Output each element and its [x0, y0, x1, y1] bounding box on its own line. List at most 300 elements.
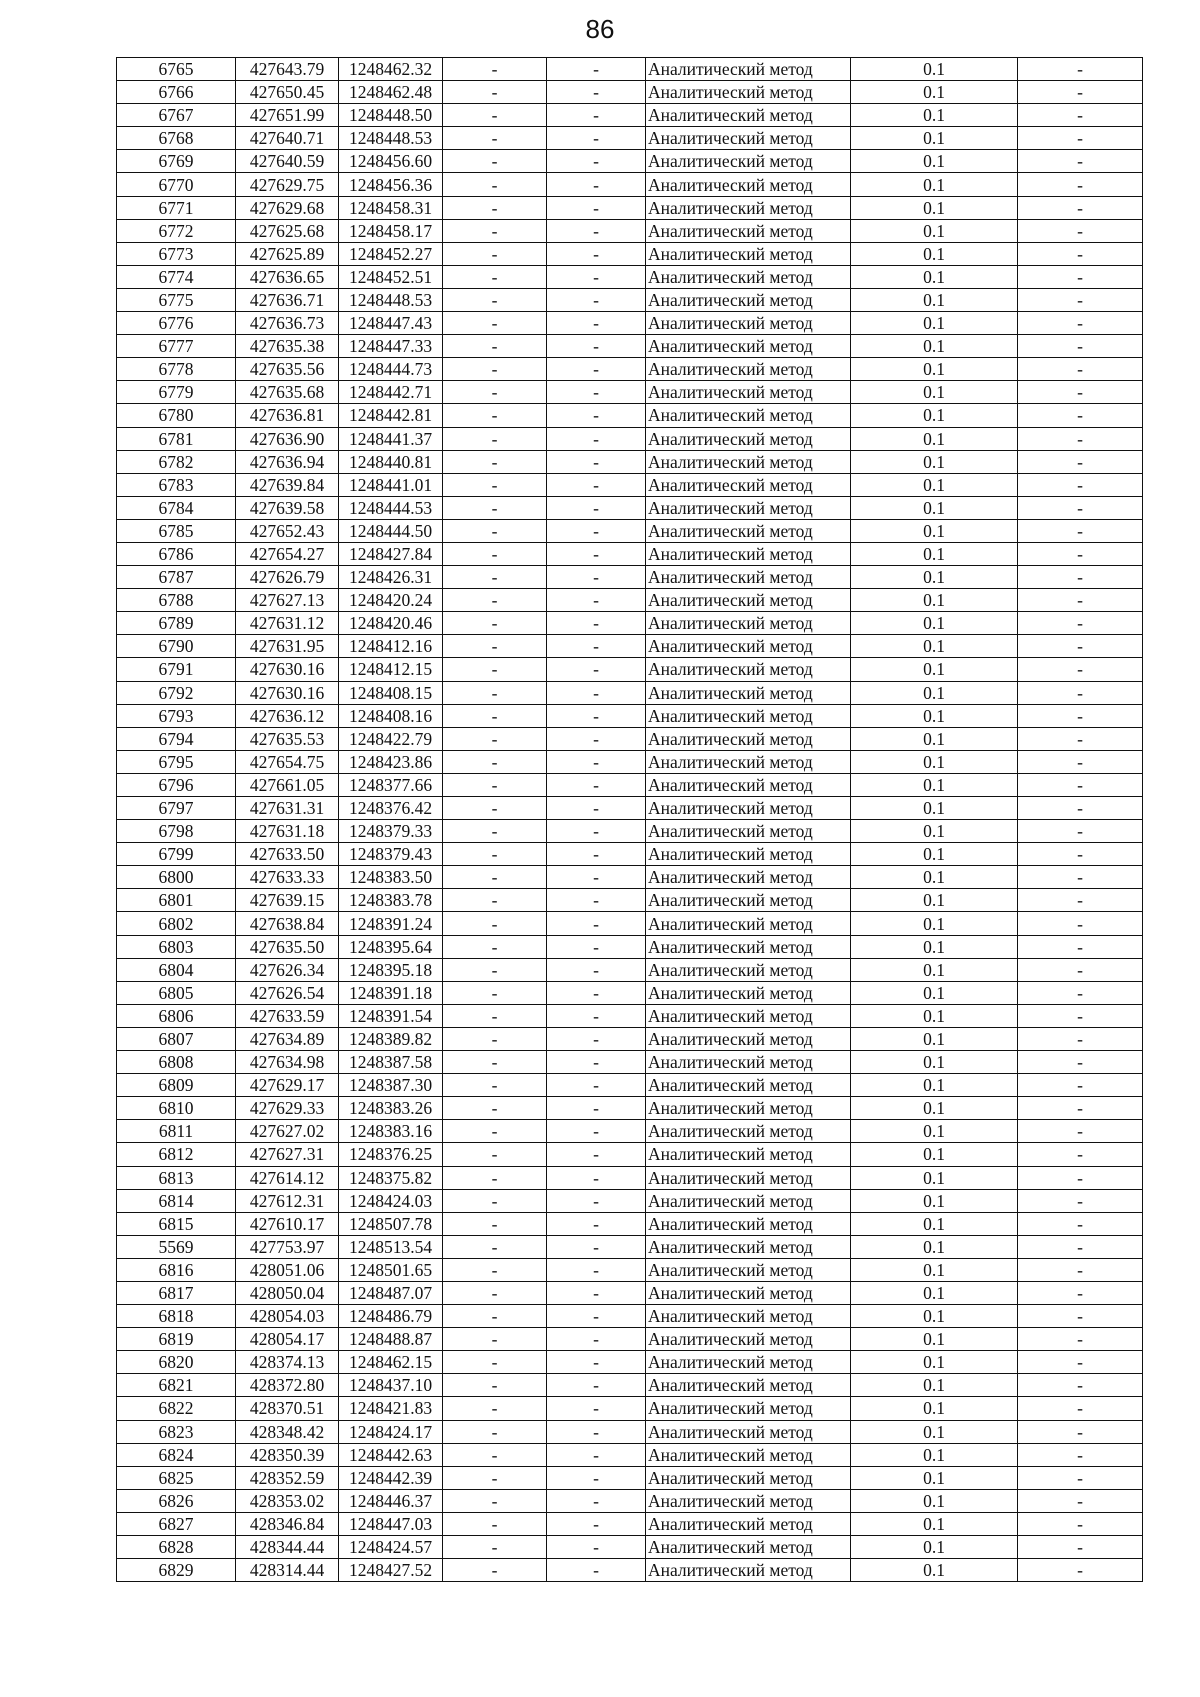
x-coordinate-cell: 427636.94	[236, 450, 339, 473]
dash-cell: -	[1018, 612, 1143, 635]
table-row	[117, 773, 1143, 796]
table-row	[117, 1374, 1143, 1397]
dash-cell: -	[547, 335, 646, 358]
dash-cell: -	[1018, 1536, 1143, 1559]
y-coordinate-cell: 1248458.17	[339, 219, 443, 242]
table-row	[117, 58, 1143, 81]
dash-cell: -	[1018, 1235, 1143, 1258]
dash-cell: -	[1018, 1051, 1143, 1074]
dash-cell: -	[443, 358, 547, 381]
dash-cell: -	[547, 935, 646, 958]
x-coordinate-cell: 428051.06	[236, 1258, 339, 1281]
x-coordinate-cell: 427627.13	[236, 589, 339, 612]
point-number-cell: 6801	[117, 889, 236, 912]
dash-cell: -	[1018, 1466, 1143, 1489]
dash-cell: -	[547, 196, 646, 219]
dash-cell: -	[443, 912, 547, 935]
dash-cell: -	[1018, 265, 1143, 288]
dash-cell: -	[443, 1281, 547, 1304]
accuracy-cell: 0.1	[851, 681, 1018, 704]
x-coordinate-cell: 427631.95	[236, 635, 339, 658]
accuracy-cell: 0.1	[851, 1166, 1018, 1189]
method-cell: Аналитический метод	[646, 496, 851, 519]
point-number-cell: 6768	[117, 127, 236, 150]
point-number-cell: 6781	[117, 427, 236, 450]
y-coordinate-cell: 1248395.64	[339, 935, 443, 958]
y-coordinate-cell: 1248377.66	[339, 773, 443, 796]
point-number-cell: 6791	[117, 658, 236, 681]
dash-cell: -	[443, 1212, 547, 1235]
x-coordinate-cell: 427625.89	[236, 242, 339, 265]
point-number-cell: 6771	[117, 196, 236, 219]
table-row	[117, 1143, 1143, 1166]
dash-cell: -	[547, 1027, 646, 1050]
dash-cell: -	[547, 981, 646, 1004]
point-number-cell: 6806	[117, 1004, 236, 1027]
method-cell: Аналитический метод	[646, 519, 851, 542]
dash-cell: -	[547, 1443, 646, 1466]
table-row	[117, 404, 1143, 427]
table-row	[117, 150, 1143, 173]
point-number-cell: 6822	[117, 1397, 236, 1420]
method-cell: Аналитический метод	[646, 635, 851, 658]
accuracy-cell: 0.1	[851, 381, 1018, 404]
dash-cell: -	[1018, 358, 1143, 381]
table-row	[117, 1235, 1143, 1258]
accuracy-cell: 0.1	[851, 1374, 1018, 1397]
table-row	[117, 427, 1143, 450]
point-number-cell: 6807	[117, 1027, 236, 1050]
accuracy-cell: 0.1	[851, 219, 1018, 242]
point-number-cell: 6779	[117, 381, 236, 404]
dash-cell: -	[1018, 288, 1143, 311]
accuracy-cell: 0.1	[851, 866, 1018, 889]
y-coordinate-cell: 1248462.32	[339, 58, 443, 81]
point-number-cell: 6765	[117, 58, 236, 81]
accuracy-cell: 0.1	[851, 1328, 1018, 1351]
dash-cell: -	[547, 750, 646, 773]
point-number-cell: 6803	[117, 935, 236, 958]
dash-cell: -	[1018, 935, 1143, 958]
dash-cell: -	[547, 797, 646, 820]
dash-cell: -	[443, 127, 547, 150]
y-coordinate-cell: 1248501.65	[339, 1258, 443, 1281]
y-coordinate-cell: 1248488.87	[339, 1328, 443, 1351]
point-number-cell: 6788	[117, 589, 236, 612]
dash-cell: -	[443, 81, 547, 104]
method-cell: Аналитический метод	[646, 81, 851, 104]
y-coordinate-cell: 1248456.36	[339, 173, 443, 196]
method-cell: Аналитический метод	[646, 1074, 851, 1097]
dash-cell: -	[547, 704, 646, 727]
point-number-cell: 6816	[117, 1258, 236, 1281]
dash-cell: -	[1018, 1374, 1143, 1397]
dash-cell: -	[1018, 473, 1143, 496]
x-coordinate-cell: 427633.59	[236, 1004, 339, 1027]
point-number-cell: 6799	[117, 843, 236, 866]
method-cell: Аналитический метод	[646, 1536, 851, 1559]
dash-cell: -	[443, 427, 547, 450]
dash-cell: -	[443, 312, 547, 335]
coordinates-table	[116, 57, 1143, 1582]
table-row	[117, 288, 1143, 311]
y-coordinate-cell: 1248447.33	[339, 335, 443, 358]
dash-cell: -	[1018, 681, 1143, 704]
table-row	[117, 1097, 1143, 1120]
method-cell: Аналитический метод	[646, 242, 851, 265]
method-cell: Аналитический метод	[646, 981, 851, 1004]
dash-cell: -	[443, 542, 547, 565]
table-row	[117, 219, 1143, 242]
accuracy-cell: 0.1	[851, 912, 1018, 935]
dash-cell: -	[443, 381, 547, 404]
point-number-cell: 6828	[117, 1536, 236, 1559]
dash-cell: -	[443, 1374, 547, 1397]
x-coordinate-cell: 427633.50	[236, 843, 339, 866]
y-coordinate-cell: 1248421.83	[339, 1397, 443, 1420]
dash-cell: -	[443, 1120, 547, 1143]
x-coordinate-cell: 428372.80	[236, 1374, 339, 1397]
dash-cell: -	[443, 797, 547, 820]
dash-cell: -	[547, 1351, 646, 1374]
method-cell: Аналитический метод	[646, 1559, 851, 1582]
y-coordinate-cell: 1248383.26	[339, 1097, 443, 1120]
dash-cell: -	[1018, 1512, 1143, 1535]
method-cell: Аналитический метод	[646, 935, 851, 958]
x-coordinate-cell: 427651.99	[236, 104, 339, 127]
dash-cell: -	[1018, 1120, 1143, 1143]
method-cell: Аналитический метод	[646, 566, 851, 589]
dash-cell: -	[547, 1489, 646, 1512]
dash-cell: -	[443, 1027, 547, 1050]
y-coordinate-cell: 1248486.79	[339, 1305, 443, 1328]
dash-cell: -	[547, 1536, 646, 1559]
dash-cell: -	[1018, 173, 1143, 196]
x-coordinate-cell: 427639.84	[236, 473, 339, 496]
x-coordinate-cell: 427629.68	[236, 196, 339, 219]
dash-cell: -	[1018, 219, 1143, 242]
method-cell: Аналитический метод	[646, 288, 851, 311]
y-coordinate-cell: 1248424.17	[339, 1420, 443, 1443]
y-coordinate-cell: 1248391.54	[339, 1004, 443, 1027]
dash-cell: -	[547, 542, 646, 565]
y-coordinate-cell: 1248387.58	[339, 1051, 443, 1074]
x-coordinate-cell: 428344.44	[236, 1536, 339, 1559]
dash-cell: -	[1018, 58, 1143, 81]
table-row	[117, 127, 1143, 150]
dash-cell: -	[1018, 1027, 1143, 1050]
method-cell: Аналитический метод	[646, 542, 851, 565]
table-row	[117, 981, 1143, 1004]
x-coordinate-cell: 428350.39	[236, 1443, 339, 1466]
accuracy-cell: 0.1	[851, 958, 1018, 981]
dash-cell: -	[547, 58, 646, 81]
point-number-cell: 6823	[117, 1420, 236, 1443]
method-cell: Аналитический метод	[646, 312, 851, 335]
point-number-cell: 6782	[117, 450, 236, 473]
x-coordinate-cell: 427635.38	[236, 335, 339, 358]
accuracy-cell: 0.1	[851, 1559, 1018, 1582]
y-coordinate-cell: 1248391.18	[339, 981, 443, 1004]
dash-cell: -	[547, 404, 646, 427]
dash-cell: -	[443, 1536, 547, 1559]
dash-cell: -	[1018, 1443, 1143, 1466]
dash-cell: -	[443, 58, 547, 81]
point-number-cell: 6766	[117, 81, 236, 104]
table-row	[117, 1189, 1143, 1212]
y-coordinate-cell: 1248447.43	[339, 312, 443, 335]
x-coordinate-cell: 427627.31	[236, 1143, 339, 1166]
dash-cell: -	[1018, 104, 1143, 127]
method-cell: Аналитический метод	[646, 1351, 851, 1374]
dash-cell: -	[1018, 81, 1143, 104]
dash-cell: -	[547, 519, 646, 542]
accuracy-cell: 0.1	[851, 265, 1018, 288]
dash-cell: -	[443, 496, 547, 519]
x-coordinate-cell: 427630.16	[236, 658, 339, 681]
accuracy-cell: 0.1	[851, 1143, 1018, 1166]
accuracy-cell: 0.1	[851, 566, 1018, 589]
dash-cell: -	[443, 612, 547, 635]
y-coordinate-cell: 1248427.84	[339, 542, 443, 565]
dash-cell: -	[1018, 958, 1143, 981]
table-row	[117, 81, 1143, 104]
table-row	[117, 358, 1143, 381]
method-cell: Аналитический метод	[646, 335, 851, 358]
dash-cell: -	[547, 288, 646, 311]
dash-cell: -	[1018, 1074, 1143, 1097]
accuracy-cell: 0.1	[851, 335, 1018, 358]
point-number-cell: 6818	[117, 1305, 236, 1328]
dash-cell: -	[547, 1235, 646, 1258]
point-number-cell: 6769	[117, 150, 236, 173]
point-number-cell: 6813	[117, 1166, 236, 1189]
dash-cell: -	[1018, 1258, 1143, 1281]
accuracy-cell: 0.1	[851, 750, 1018, 773]
dash-cell: -	[547, 866, 646, 889]
y-coordinate-cell: 1248408.16	[339, 704, 443, 727]
y-coordinate-cell: 1248507.78	[339, 1212, 443, 1235]
table-row	[117, 635, 1143, 658]
x-coordinate-cell: 427636.71	[236, 288, 339, 311]
dash-cell: -	[443, 889, 547, 912]
point-number-cell: 6774	[117, 265, 236, 288]
point-number-cell: 6777	[117, 335, 236, 358]
dash-cell: -	[1018, 1351, 1143, 1374]
table-row	[117, 335, 1143, 358]
dash-cell: -	[547, 612, 646, 635]
point-number-cell: 6826	[117, 1489, 236, 1512]
accuracy-cell: 0.1	[851, 704, 1018, 727]
dash-cell: -	[1018, 1166, 1143, 1189]
table-row	[117, 1443, 1143, 1466]
method-cell: Аналитический метод	[646, 912, 851, 935]
page-number: 86	[585, 14, 615, 44]
table-row	[117, 589, 1143, 612]
accuracy-cell: 0.1	[851, 1051, 1018, 1074]
dash-cell: -	[443, 635, 547, 658]
table-row	[117, 1559, 1143, 1582]
method-cell: Аналитический метод	[646, 1397, 851, 1420]
y-coordinate-cell: 1248440.81	[339, 450, 443, 473]
x-coordinate-cell: 427635.50	[236, 935, 339, 958]
dash-cell: -	[547, 1466, 646, 1489]
x-coordinate-cell: 427626.34	[236, 958, 339, 981]
accuracy-cell: 0.1	[851, 473, 1018, 496]
dash-cell: -	[443, 1189, 547, 1212]
dash-cell: -	[1018, 150, 1143, 173]
y-coordinate-cell: 1248437.10	[339, 1374, 443, 1397]
dash-cell: -	[443, 1074, 547, 1097]
point-number-cell: 6796	[117, 773, 236, 796]
dash-cell: -	[443, 981, 547, 1004]
y-coordinate-cell: 1248444.53	[339, 496, 443, 519]
dash-cell: -	[1018, 866, 1143, 889]
x-coordinate-cell: 427636.65	[236, 265, 339, 288]
x-coordinate-cell: 427610.17	[236, 1212, 339, 1235]
accuracy-cell: 0.1	[851, 1235, 1018, 1258]
method-cell: Аналитический метод	[646, 1281, 851, 1304]
accuracy-cell: 0.1	[851, 1466, 1018, 1489]
table-row	[117, 1166, 1143, 1189]
y-coordinate-cell: 1248379.33	[339, 820, 443, 843]
y-coordinate-cell: 1248452.27	[339, 242, 443, 265]
table-body	[117, 58, 1143, 1582]
x-coordinate-cell: 428346.84	[236, 1512, 339, 1535]
dash-cell: -	[547, 1258, 646, 1281]
dash-cell: -	[547, 1143, 646, 1166]
table-row	[117, 450, 1143, 473]
x-coordinate-cell: 427638.84	[236, 912, 339, 935]
dash-cell: -	[443, 935, 547, 958]
dash-cell: -	[547, 1512, 646, 1535]
y-coordinate-cell: 1248412.15	[339, 658, 443, 681]
x-coordinate-cell: 427625.68	[236, 219, 339, 242]
method-cell: Аналитический метод	[646, 1466, 851, 1489]
table-row	[117, 727, 1143, 750]
method-cell: Аналитический метод	[646, 1166, 851, 1189]
accuracy-cell: 0.1	[851, 450, 1018, 473]
dash-cell: -	[1018, 1189, 1143, 1212]
method-cell: Аналитический метод	[646, 1212, 851, 1235]
dash-cell: -	[547, 1328, 646, 1351]
accuracy-cell: 0.1	[851, 104, 1018, 127]
accuracy-cell: 0.1	[851, 820, 1018, 843]
dash-cell: -	[1018, 773, 1143, 796]
y-coordinate-cell: 1248462.15	[339, 1351, 443, 1374]
table-row	[117, 750, 1143, 773]
x-coordinate-cell: 427640.71	[236, 127, 339, 150]
point-number-cell: 6787	[117, 566, 236, 589]
dash-cell: -	[1018, 496, 1143, 519]
y-coordinate-cell: 1248441.01	[339, 473, 443, 496]
accuracy-cell: 0.1	[851, 58, 1018, 81]
dash-cell: -	[547, 773, 646, 796]
table-row	[117, 1120, 1143, 1143]
x-coordinate-cell: 427639.58	[236, 496, 339, 519]
table-row	[117, 312, 1143, 335]
table-row	[117, 265, 1143, 288]
point-number-cell: 6805	[117, 981, 236, 1004]
point-number-cell: 6817	[117, 1281, 236, 1304]
accuracy-cell: 0.1	[851, 312, 1018, 335]
method-cell: Аналитический метод	[646, 589, 851, 612]
dash-cell: -	[443, 1258, 547, 1281]
table-row	[117, 496, 1143, 519]
dash-cell: -	[1018, 1281, 1143, 1304]
y-coordinate-cell: 1248420.24	[339, 589, 443, 612]
accuracy-cell: 0.1	[851, 1212, 1018, 1235]
x-coordinate-cell: 427654.75	[236, 750, 339, 773]
dash-cell: -	[547, 1212, 646, 1235]
x-coordinate-cell: 427629.33	[236, 1097, 339, 1120]
table-row	[117, 1258, 1143, 1281]
dash-cell: -	[443, 265, 547, 288]
dash-cell: -	[1018, 981, 1143, 1004]
dash-cell: -	[443, 773, 547, 796]
point-number-cell: 6821	[117, 1374, 236, 1397]
x-coordinate-cell: 427661.05	[236, 773, 339, 796]
dash-cell: -	[1018, 912, 1143, 935]
table-row	[117, 1074, 1143, 1097]
dash-cell: -	[547, 312, 646, 335]
dash-cell: -	[547, 1004, 646, 1027]
point-number-cell: 6798	[117, 820, 236, 843]
dash-cell: -	[443, 566, 547, 589]
point-number-cell: 6778	[117, 358, 236, 381]
dash-cell: -	[1018, 242, 1143, 265]
x-coordinate-cell: 427614.12	[236, 1166, 339, 1189]
accuracy-cell: 0.1	[851, 635, 1018, 658]
dash-cell: -	[1018, 843, 1143, 866]
method-cell: Аналитический метод	[646, 1143, 851, 1166]
table-row	[117, 958, 1143, 981]
dash-cell: -	[443, 104, 547, 127]
dash-cell: -	[1018, 1397, 1143, 1420]
method-cell: Аналитический метод	[646, 727, 851, 750]
dash-cell: -	[1018, 1328, 1143, 1351]
y-coordinate-cell: 1248383.16	[339, 1120, 443, 1143]
method-cell: Аналитический метод	[646, 127, 851, 150]
table-row	[117, 1466, 1143, 1489]
dash-cell: -	[547, 1051, 646, 1074]
point-number-cell: 6784	[117, 496, 236, 519]
accuracy-cell: 0.1	[851, 1258, 1018, 1281]
point-number-cell: 6819	[117, 1328, 236, 1351]
accuracy-cell: 0.1	[851, 150, 1018, 173]
method-cell: Аналитический метод	[646, 1027, 851, 1050]
x-coordinate-cell: 427636.12	[236, 704, 339, 727]
table-row	[117, 866, 1143, 889]
dash-cell: -	[1018, 1489, 1143, 1512]
method-cell: Аналитический метод	[646, 358, 851, 381]
dash-cell: -	[443, 658, 547, 681]
method-cell: Аналитический метод	[646, 1189, 851, 1212]
point-number-cell: 6785	[117, 519, 236, 542]
y-coordinate-cell: 1248375.82	[339, 1166, 443, 1189]
y-coordinate-cell: 1248383.50	[339, 866, 443, 889]
dash-cell: -	[443, 173, 547, 196]
x-coordinate-cell: 427630.16	[236, 681, 339, 704]
point-number-cell: 6797	[117, 797, 236, 820]
accuracy-cell: 0.1	[851, 843, 1018, 866]
dash-cell: -	[547, 1305, 646, 1328]
dash-cell: -	[443, 1305, 547, 1328]
dash-cell: -	[547, 681, 646, 704]
y-coordinate-cell: 1248423.86	[339, 750, 443, 773]
table-row	[117, 935, 1143, 958]
x-coordinate-cell: 427636.81	[236, 404, 339, 427]
